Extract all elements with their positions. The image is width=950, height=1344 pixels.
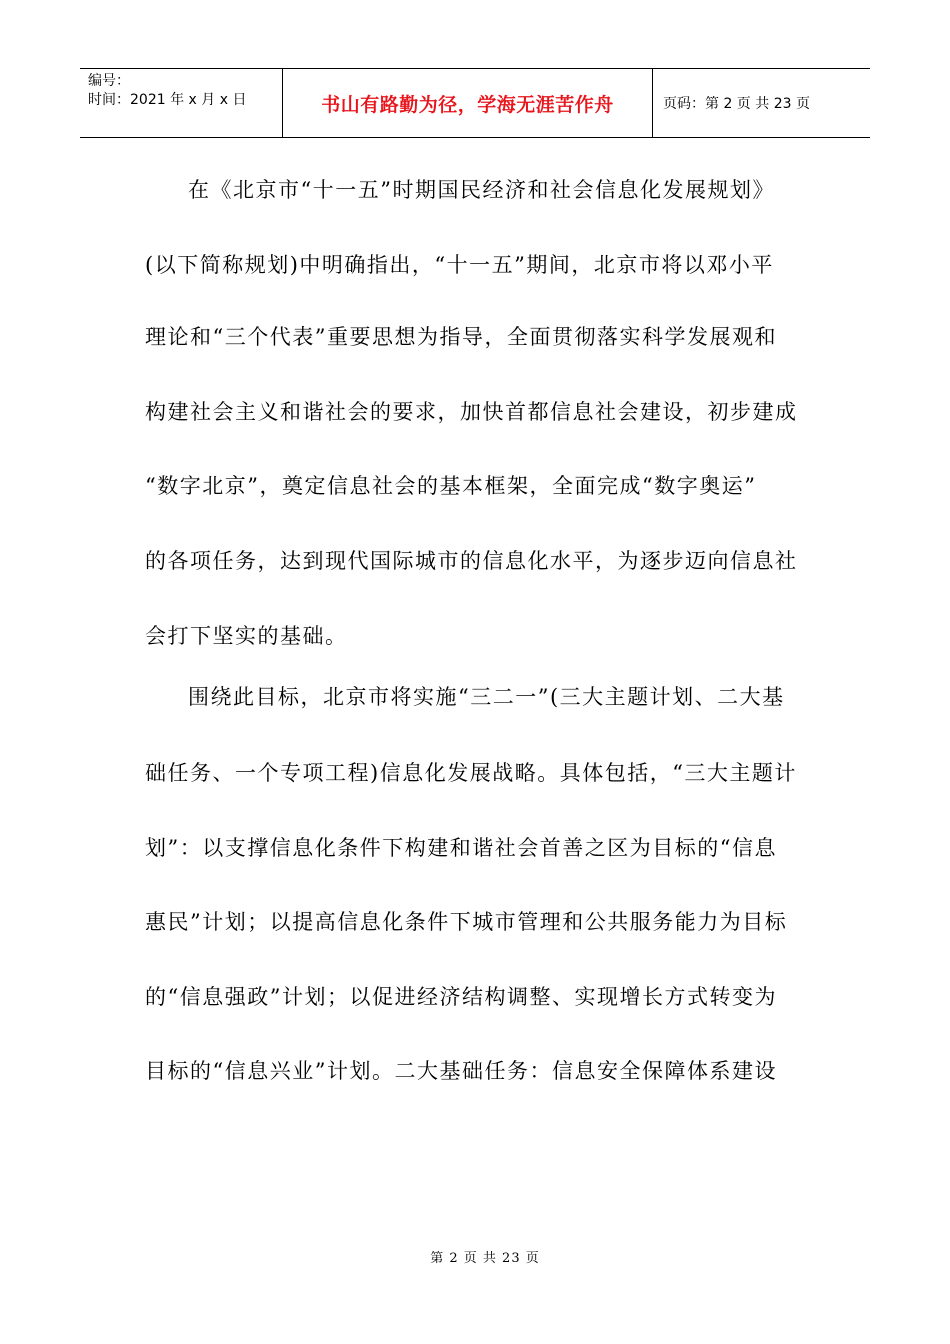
paragraph-line: 的各项任务，达到现代国际城市的信息化水平，为逐步迈向信息社 [145,549,798,573]
paragraph-line: 础任务、一个专项工程)信息化发展战略。具体包括，“三大主题计 [145,761,797,785]
paragraph-line: 在《北京市“十一五”时期国民经济和社会信息化发展规划》 [188,178,775,202]
header-page-info [653,69,870,137]
paragraph-line: 理论和“三个代表”重要思想为指导，全面贯彻落实科学发展观和 [145,325,777,349]
motto-text: 书山有路勤为径，学海无涯苦作舟 [321,93,614,116]
paragraph-line: 构建社会主义和谐社会的要求，加快首都信息社会建设，初步建成 [145,400,798,424]
page-info-text: 页码：第 2 页 共 23 页 [663,96,810,112]
footer-page-number: 第 2 页 共 23 页 [430,1251,540,1266]
paragraph-line: 划”：以支撑信息化条件下构建和谐社会首善之区为目标的“信息 [145,836,777,860]
paragraph-line: “数字北京”，奠定信息社会的基本框架，全面完成“数字奥运” [145,474,757,498]
paragraph-line: 会打下坚实的基础。 [145,624,348,648]
paragraph-line: 围绕此目标，北京市将实施“三二一”(三大主题计划、二大基 [188,685,785,709]
paragraph-line: 的“信息强政”计划；以促进经济结构调整、实现增长方式转变为 [145,985,777,1009]
paragraph-line: 惠民”计划；以提高信息化条件下城市管理和公共服务能力为目标 [145,910,788,934]
header-meta [80,69,283,137]
page-footer [0,1247,950,1266]
header-motto-cell [283,69,653,137]
number-label: 编号： [88,73,130,89]
paragraph-line: 目标的“信息兴业”计划。二大基础任务：信息安全保障体系建设 [145,1059,777,1083]
document-header [80,68,870,138]
date-label: 时间：2021 年 x 月 x 日 [88,92,247,108]
paragraph-line: (以下简称规划)中明确指出，“十一五”期间，北京市将以邓小平 [145,253,774,277]
